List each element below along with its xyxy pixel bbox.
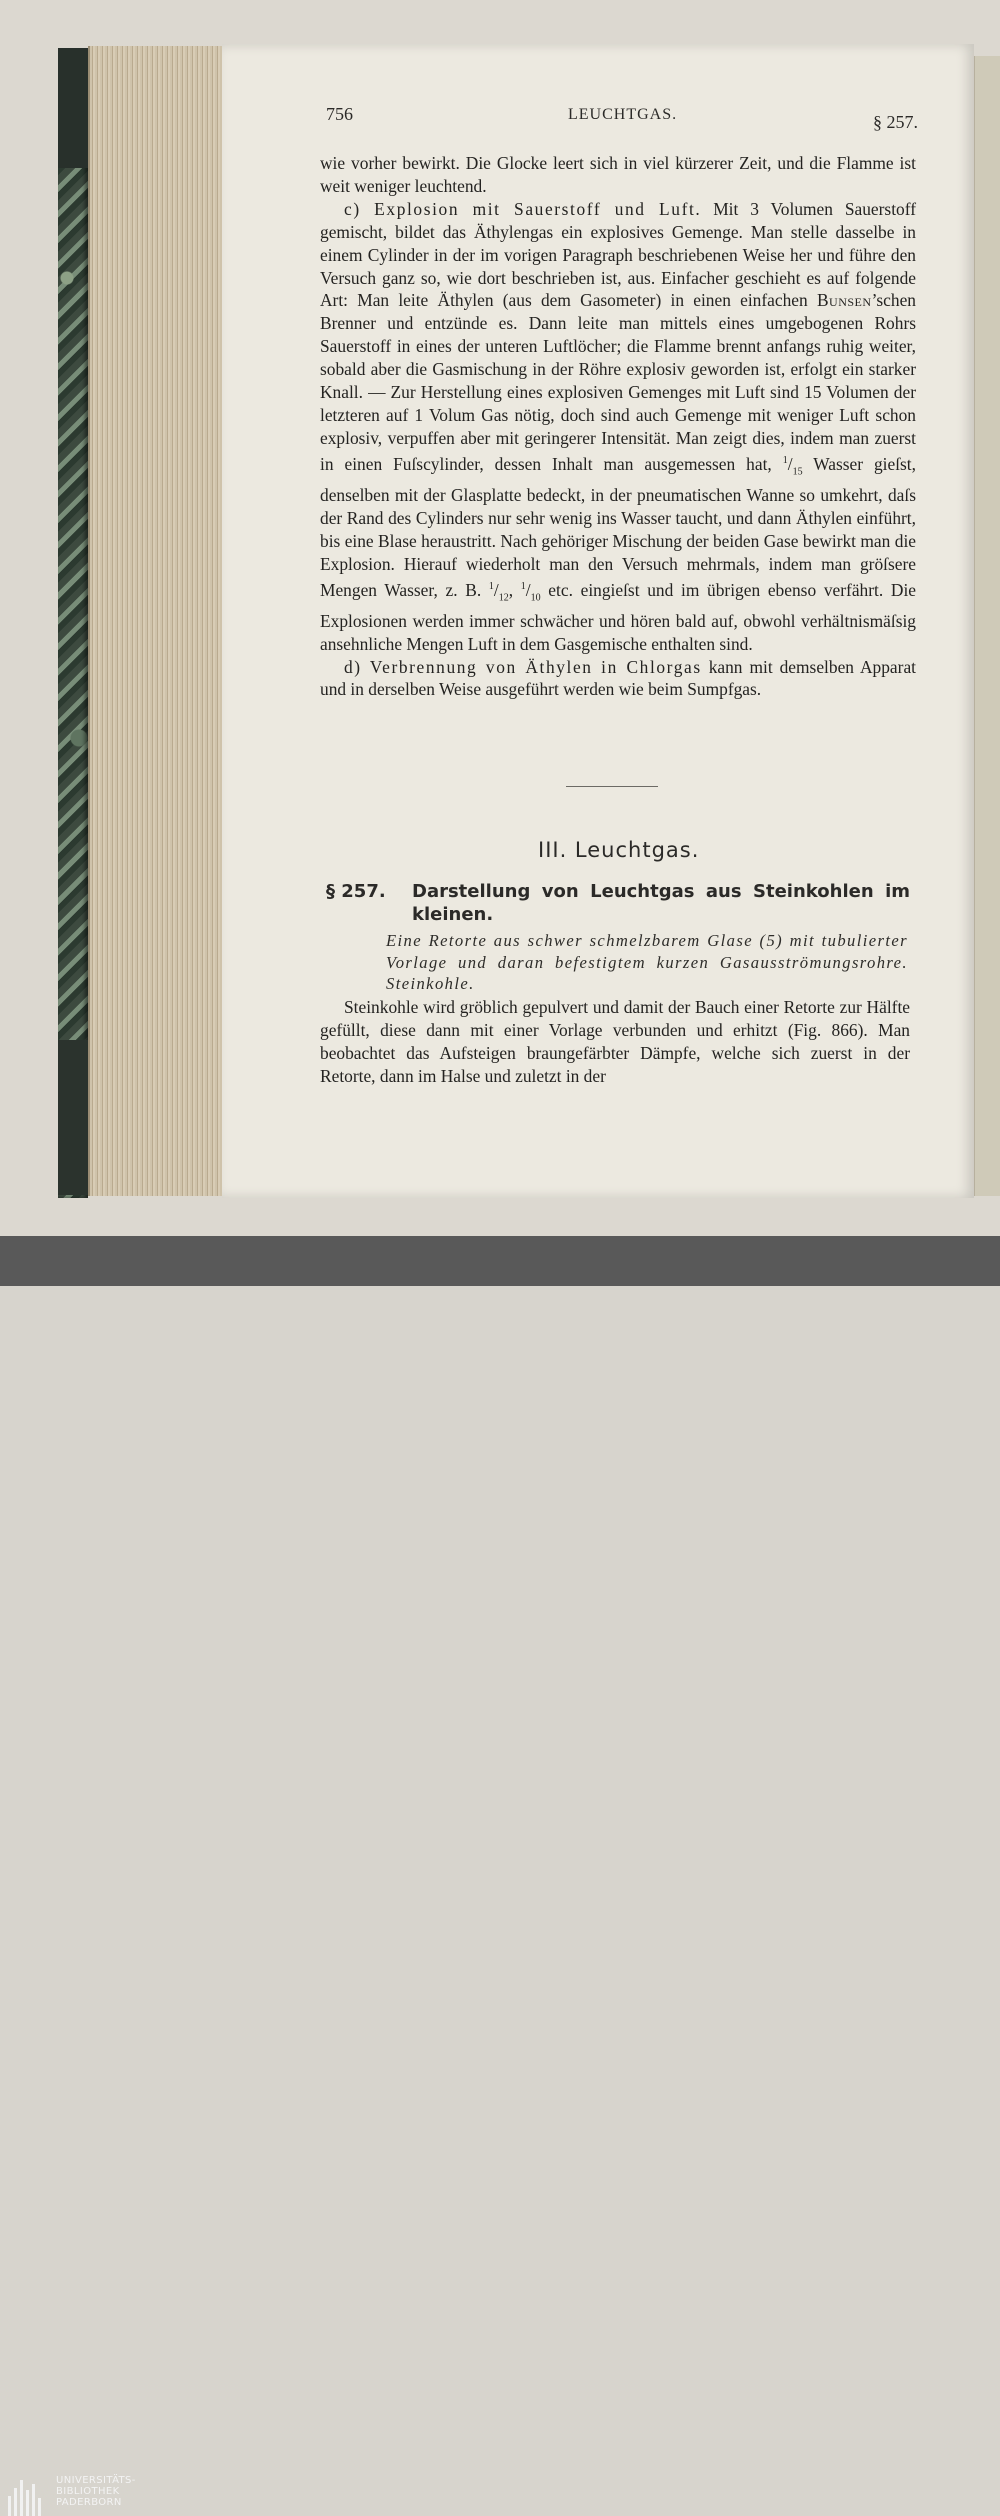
paragraph-label-c: c) Explosion mit Sauerstoff und Luft. — [344, 198, 702, 219]
paragraph-text: Mit 3 Volumen Sauerstoff gemischt, bildet das Äthylengas ein explosives Gemenge. Man stelle dasselbe in einem Cylinder in der im vorigen Paragraph beschriebenen Weise her und führe den Versuch ganz so, wie dort beschrieben ist, aus. Einfacher geschieht es auf folgende Art: Man leite Äthylen (aus dem Gasometer) in einen einfachen — [320, 198, 916, 311]
library-logo-icon — [8, 2480, 48, 2516]
fraction-denominator: 15 — [792, 466, 803, 478]
section-reference: § 257. — [873, 112, 918, 132]
section-number: § 257. — [326, 881, 386, 902]
marbled-cover-board — [58, 48, 88, 1198]
fraction-denominator: 10 — [530, 591, 541, 603]
main-text — [320, 152, 916, 701]
paragraph-combustion — [320, 656, 916, 702]
section-body — [320, 996, 910, 1088]
paragraph-text: Wasser gieſst, denselben mit der Glasplatte bedeckt, in der pneumatischen Wanne so umkehrt, daſs der Rand des Cylinders nur sehr wenig ins Wasser taucht, und dann Äthylen einführt, bis eine Blase heraustritt. Nach gehöriger Mischung der beiden Gase bewirkt man die Explosion. Hierauf wiederholt man den Versuch mehrmals, indem man gröſsere Mengen Wasser, z. B. — [320, 453, 916, 600]
facing-page-edge — [974, 56, 1000, 1196]
page-edges — [88, 46, 224, 1196]
fraction-numerator: 1 — [520, 580, 526, 592]
library-name-line: UNIVERSITÄTS- — [56, 2475, 136, 2486]
scan-area — [0, 0, 1000, 1236]
fraction-denominator: 12 — [498, 591, 509, 603]
page-number: 756 — [326, 104, 353, 124]
library-name-line: PADERBORN — [56, 2497, 122, 2508]
paragraph-explosion: c) Explosion mit Sauerstoff und Luft. Mit 3 Volumen Sauerstoff gemischt, bildet das Äthylengas ein explosives Gemenge. Man stelle dasselbe in einem Cylinder in der im vorigen Paragraph beschriebenen Weise her und führe den Versuch ganz so, wie dort beschrieben ist, aus. Einfacher geschieht es auf folgende Art: Man leite Äthylen (aus dem Gasometer) in einen einfachen Bunsen’schen Brenner und entzünde es. Dann leite man mittels eines umgebogenen Rohrs Sauerstoff in eines der unteren Luftlöcher; die Flamme brennt anfangs ruhig weiter, sobald aber die Gasmischung in der Röhre explosiv geworden ist, erfolgt ein starker Knall. — Zur Herstellung eines explosiven Gemenges mit Luft sind 15 Volumen der letzteren auf 1 Volum Gas nötig, doch sind auch Gemenge mit weniger Luft schon explosiv, verpuffen aber mit geringerer Intensität. Man zeigt dies, indem man zuerst in einen Fuſscylinder, dessen Inhalt man ausgemessen hat, $^1/_{15}$ Wasser gieſst, denselben mit der Glasplatte bedeckt, in der pneumatischen Wanne so umkehrt, daſs der Rand des Cylinders nur sehr wenig ins Wasser taucht, und dann Äthylen einführt, bis eine Blase heraustritt. Nach gehöriger Mischung der beiden Gase bewirkt man die Explosion. Hierauf wiederholt man den Versuch mehrmals, indem man gröſsere Mengen Wasser, z. B. $^1/_{12}$, $^1/_{10}$ etc. eingieſst und im übrigen ebenso verfährt. Die Explosionen werden immer schwächer und hören bald auf, obwohl verhältnismäſsig ansehnliche Mengen Luft in dem Gasgemische enthalten sind. — [320, 198, 917, 654]
fraction-numerator: 1 — [782, 454, 788, 466]
paragraph-text: kann mit demselben Apparat und in derselben Weise ausgeführt werden wie beim Sumpfgas. — [320, 656, 916, 700]
book-spine-bottom — [58, 1040, 88, 1195]
paragraph-label-d: d) Verbrennung von Äthylen in Chlorgas — [344, 656, 702, 677]
library-footer — [0, 1236, 1000, 2508]
chapter-heading: III. Leuchtgas. — [538, 838, 700, 862]
running-header — [326, 104, 918, 134]
running-title: LEUCHTGAS. — [568, 106, 678, 123]
paragraph-text: etc. eingieſst und im übrigen ebenso verfährt. Die Explosionen werden immer schwächer und hören bald auf, obwohl verhältnismäſsig ansehnliche Mengen Luft in dem Gasgemische enthalten sind. — [320, 579, 917, 654]
separator-rule — [566, 786, 658, 787]
section-paragraph: Steinkohle wird gröblich gepulvert und damit der Bauch einer Retorte zur Hälfte gefüllt, diese dann mit einer Vorlage verbunden und erhitzt (Fig. 866). Man beobachtet das Aufsteigen braungefärbter Dämpfe, welche sich zuerst in der Retorte, dann im Halse und zuletzt in der — [320, 997, 910, 1086]
section-title: Darstellung von Leuchtgas aus Steinkohlen im kleinen. — [412, 881, 910, 925]
book-spine-top — [58, 48, 88, 168]
library-name-line: BIBLIOTHEK — [56, 2486, 120, 2497]
paragraph-text: ’schen Brenner und entzünde es. Dann leite man mittels eines umgebogenen Rohrs Sauerstoff in eines der unteren Luftlöcher; die Flamme brennt anfangs ruhig weiter, sobald aber die Gasmischung in der Röhre explosiv geworden ist, erfolgt ein starker Knall. — Zur Herstellung eines explosiven Gemenges mit Luft sind 15 Volumen der letzteren auf 1 Volum Gas nötig, doch sind auch Gemenge mit weniger Luft schon explosiv, verpuffen aber mit geringerer Intensität. Man zeigt dies, indem man zuerst in einen Fuſscylinder, dessen Inhalt man ausgemessen hat, — [320, 290, 916, 474]
materials-list: Eine Retorte aus schwer schmelzbarem Glase (5) mit tubulierter Vorlage und daran befestigtem kurzen Gasausströmungsrohre. Steinkohle. — [386, 931, 908, 993]
section-heading — [326, 880, 910, 926]
library-name — [56, 2475, 136, 2508]
fraction-numerator: 1 — [488, 580, 494, 592]
paragraph-continued: wie vorher bewirkt. Die Glocke leert sich in viel kürzerer Zeit, und die Flamme ist weit weniger leuchtend. — [320, 153, 916, 196]
fraction-separator: , — [508, 579, 521, 600]
person-name: Bunsen — [816, 290, 872, 311]
